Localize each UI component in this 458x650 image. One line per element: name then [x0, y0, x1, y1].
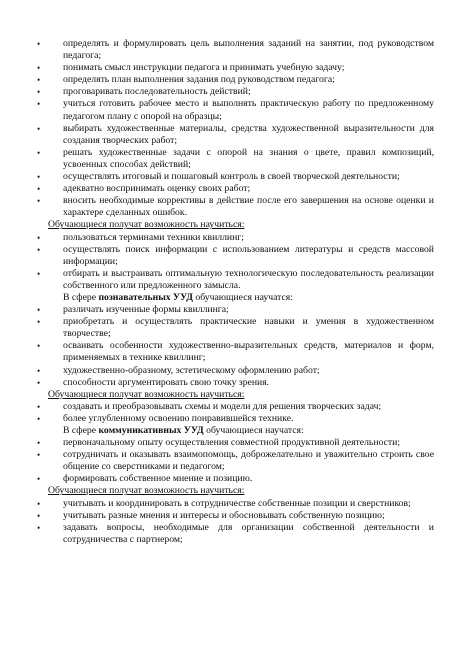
bullet-icon: • [37, 305, 41, 316]
list-item: • решать художественные задачи с опорой на знания о цвете, правил композиций, усвоенных способах действий; [37, 146, 434, 170]
list-item: • различать изученные формы квиллинга; [37, 304, 229, 316]
bullet-icon: • [37, 317, 41, 328]
list-item: • сотрудничать и оказывать взаимопомощь, доброжелательно и уважительно строить свое общение со сверстниками и педагогом; [37, 449, 434, 473]
list-item: • приобретать и осуществлять практические навыки и умения в художественном творчестве; [37, 316, 434, 340]
bullet-icon: • [37, 75, 41, 86]
list-item: • определять план выполнения задания под руководством педагога; [37, 74, 335, 86]
bullet-icon: • [37, 123, 41, 134]
bullet-icon: • [37, 498, 41, 509]
bullet-icon: • [37, 196, 41, 207]
bullet-icon: • [37, 184, 41, 195]
list-item: • выбирать художественные материалы, средства художественной выразительности для создания творческих работ; [37, 122, 434, 146]
bullet-icon: • [37, 474, 41, 485]
list-item: • учитывать разные мнения и интересы и обосновывать собственную позицию; [37, 509, 385, 521]
list-item: • осуществлять поиск информации с использованием литературы и средств массовой информации; [37, 243, 434, 267]
list-item: • художественно-образному, эстетическому оформлению работ; [37, 364, 320, 376]
bullet-icon: • [37, 365, 41, 376]
bullet-icon: • [37, 510, 41, 521]
list-item: • пользоваться терминами техники квиллинг; [37, 231, 244, 243]
list-item: • создавать и преобразовывать схемы и модели для решения творческих задач; [37, 400, 382, 412]
section-heading: Обучающиеся получат возможность научиться: [48, 485, 245, 497]
list-item: • адекватно воспринимать оценку своих работ; [37, 183, 251, 195]
bullet-icon: • [37, 522, 41, 533]
regulatory-skills-list [37, 38, 434, 219]
bullet-icon: • [37, 413, 41, 424]
opportunity-list-3 [37, 497, 434, 546]
section-heading: Обучающиеся получат возможность научиться: [48, 219, 245, 231]
cognitive-heading: В сфере познавательных УУД обучающиеся научатся: [63, 291, 293, 303]
bullet-icon: • [37, 244, 41, 255]
list-item: • определять и формулировать цель выполнения заданий на занятии, под руководством педагога; [37, 38, 434, 62]
bullet-icon: • [37, 377, 41, 388]
bullet-icon: • [37, 63, 41, 74]
list-item: • учиться готовить рабочее место и выполнять практическую работу по предложенному педагогом плану с опорой на образцы; [37, 98, 434, 122]
list-item: • отбирать и выстраивать оптимальную технологическую последовательность реализации собственного или предложенного замысла. [37, 267, 434, 291]
opportunity-list-2 [37, 400, 434, 425]
list-item: • проговаривать последовательность действий; [37, 86, 251, 98]
list-item: • задавать вопросы, необходимые для организации собственной деятельности и сотрудничества с партнером; [37, 521, 434, 545]
list-item: • способности аргументировать свою точку зрения. [37, 376, 270, 388]
bullet-icon: • [37, 232, 41, 243]
list-item: • осваивать особенности художественно-выразительных средств, материалов и форм, применяемых в технике квиллинг; [37, 340, 434, 364]
communicative-heading: В сфере коммуникативных УУД обучающиеся научатся: [63, 425, 304, 436]
cognitive-skills-list [37, 304, 434, 389]
list-item: • вносить необходимые коррективы в действие после его завершения на основе оценки и характере сделанных ошибок. [37, 195, 434, 219]
bullet-icon: • [37, 172, 41, 183]
bullet-icon: • [37, 87, 41, 98]
list-item: • понимать смысл инструкции педагога и принимать учебную задачу; [37, 62, 345, 74]
list-item: • первоначальному опыту осуществления совместной продуктивной деятельности; [37, 437, 401, 449]
bullet-icon: • [37, 341, 41, 352]
bullet-icon: • [37, 450, 41, 461]
communicative-skills-list [37, 437, 434, 485]
opportunity-list-1 [37, 231, 434, 292]
bullet-icon: • [37, 401, 41, 412]
list-item: • учитывать и координировать в сотрудничестве собственные позиции и сверстников; [37, 497, 411, 509]
bullet-icon: • [37, 99, 41, 110]
bullet-icon: • [37, 268, 41, 279]
bullet-icon: • [37, 438, 41, 449]
bullet-icon: • [37, 147, 41, 158]
list-item: • осуществлять итоговый и пошаговый контроль в своей творческой деятельности; [37, 171, 400, 183]
list-item: • более углубленному освоению понравившейся технике. [37, 412, 294, 424]
list-item: • формировать собственное мнение и позицию. [37, 473, 253, 485]
bullet-icon: • [37, 39, 41, 49]
section-heading: Обучающиеся получат возможность научиться: [48, 388, 245, 400]
